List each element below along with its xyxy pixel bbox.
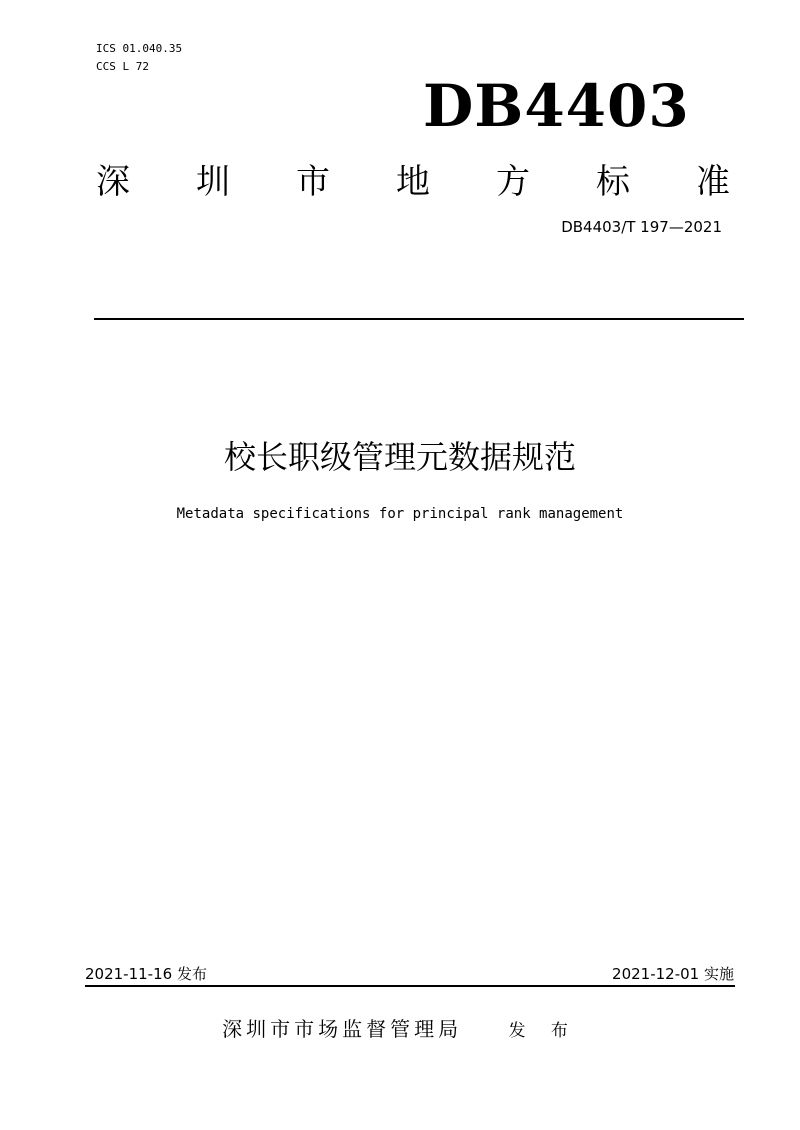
- standard-type-char: 准: [696, 162, 730, 202]
- standard-type-char: 圳: [196, 162, 230, 202]
- standard-type-char: 市: [296, 162, 330, 202]
- ics-code: ICS 01.040.35: [96, 42, 183, 55]
- standard-type-char: 深: [96, 162, 130, 202]
- issuer: 深圳市市场监督管理局: [222, 1017, 463, 1041]
- implementation-date: 2021-12-01 实施: [612, 965, 734, 983]
- standard-type-char: 方: [496, 162, 530, 202]
- standard-type-char: 标: [596, 162, 630, 202]
- document-title-zh: 校长职级管理元数据规范: [223, 438, 576, 476]
- standard-type: [96, 154, 730, 203]
- ccs-code: CCS L 72: [96, 60, 149, 73]
- standard-mark: DB4403: [423, 72, 690, 140]
- document-title-en: Metadata specifications for principal rank management: [176, 506, 624, 522]
- standard-number: DB4403/T 197—2021: [561, 218, 722, 236]
- issuer-line: [0, 1013, 800, 1042]
- bottom-divider: [85, 985, 735, 987]
- standard-type-char: 地: [396, 162, 430, 202]
- top-divider: [94, 318, 744, 320]
- issue-word: 发 布: [508, 1021, 578, 1041]
- issue-date: 2021-11-16 发布: [85, 965, 207, 983]
